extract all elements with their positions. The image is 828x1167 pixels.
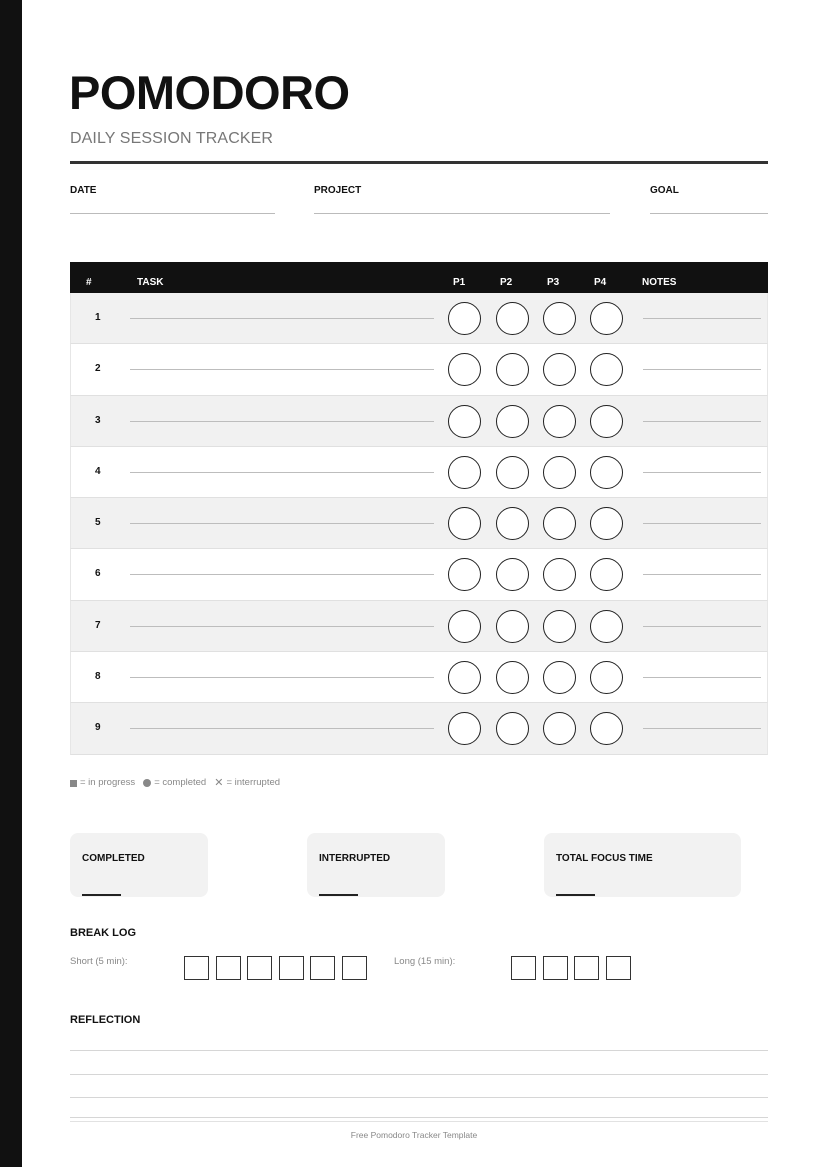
pomodoro-3-circle[interactable] <box>543 302 576 335</box>
pomodoro-2-circle[interactable] <box>496 712 529 745</box>
legend-in-progress <box>70 777 135 789</box>
reflection-line[interactable] <box>70 1074 768 1075</box>
pomodoro-3-circle[interactable] <box>543 456 576 489</box>
notes-input-line[interactable] <box>643 523 761 524</box>
pomodoro-4-circle[interactable] <box>590 661 623 694</box>
filled-square-icon <box>70 780 77 787</box>
long-break-checkbox[interactable] <box>606 956 631 980</box>
short-break-checkbox[interactable] <box>184 956 209 980</box>
completed-value-line[interactable] <box>82 894 121 896</box>
pomodoro-4-circle[interactable] <box>590 353 623 386</box>
task-input-line[interactable] <box>130 728 434 729</box>
table-row <box>70 293 768 344</box>
col-header-p1: P1 <box>453 277 466 288</box>
pomodoro-4-circle[interactable] <box>590 302 623 335</box>
footer-text: Free Pomodoro Tracker Template <box>350 1130 478 1140</box>
task-input-line[interactable] <box>130 574 434 575</box>
task-input-line[interactable] <box>130 472 434 473</box>
pomodoro-1-circle[interactable] <box>448 558 481 591</box>
notes-input-line[interactable] <box>643 472 761 473</box>
pomodoro-2-circle[interactable] <box>496 456 529 489</box>
notes-input-line[interactable] <box>643 677 761 678</box>
pomodoro-3-circle[interactable] <box>543 661 576 694</box>
interrupted-summary[interactable] <box>307 833 445 897</box>
notes-input-line[interactable] <box>643 728 761 729</box>
pomodoro-3-circle[interactable] <box>543 712 576 745</box>
col-header-number: # <box>86 277 92 288</box>
row-number: 6 <box>95 568 101 580</box>
filled-circle-icon <box>143 779 151 787</box>
table-row <box>70 549 768 600</box>
pomodoro-2-circle[interactable] <box>496 353 529 386</box>
page-subtitle: DAILY SESSION TRACKER <box>70 130 274 147</box>
project-label: PROJECT <box>314 185 362 196</box>
task-input-line[interactable] <box>130 626 434 627</box>
date-field[interactable] <box>70 185 96 197</box>
table-header <box>70 262 768 293</box>
table-row <box>70 601 768 652</box>
reflection-line[interactable] <box>70 1097 768 1098</box>
pomodoro-1-circle[interactable] <box>448 712 481 745</box>
pomodoro-2-circle[interactable] <box>496 610 529 643</box>
col-header-p3: P3 <box>547 277 560 288</box>
short-break-checkbox[interactable] <box>247 956 272 980</box>
task-input-line[interactable] <box>130 677 434 678</box>
pomodoro-4-circle[interactable] <box>590 456 623 489</box>
task-input-line[interactable] <box>130 369 434 370</box>
interrupted-value-line[interactable] <box>319 894 358 896</box>
long-break-checkbox[interactable] <box>543 956 568 980</box>
reflection-line[interactable] <box>70 1050 768 1051</box>
reflection-title: REFLECTION <box>70 1014 141 1026</box>
completed-summary-label: COMPLETED <box>82 853 145 864</box>
pomodoro-1-circle[interactable] <box>448 661 481 694</box>
pomodoro-1-circle[interactable] <box>448 302 481 335</box>
notes-input-line[interactable] <box>643 369 761 370</box>
date-label: DATE <box>70 185 97 196</box>
row-number: 1 <box>95 312 101 323</box>
footer-divider <box>70 1121 768 1122</box>
pomodoro-3-circle[interactable] <box>543 353 576 386</box>
table-row <box>70 498 768 549</box>
pomodoro-2-circle[interactable] <box>496 405 529 438</box>
legend-completed-text: = completed <box>154 777 207 788</box>
task-table <box>70 262 768 755</box>
col-header-p2: P2 <box>500 277 513 288</box>
notes-input-line[interactable] <box>643 626 761 627</box>
col-header-notes: NOTES <box>642 277 677 288</box>
completed-summary[interactable] <box>70 833 208 897</box>
short-break-checkbox[interactable] <box>216 956 241 980</box>
table-row <box>70 652 768 703</box>
short-break-checkbox[interactable] <box>310 956 335 980</box>
notes-input-line[interactable] <box>643 318 761 319</box>
table-body <box>70 293 768 755</box>
total-focus-time-summary[interactable] <box>544 833 741 897</box>
pomodoro-1-circle[interactable] <box>448 353 481 386</box>
legend-interrupted <box>214 777 280 789</box>
pomodoro-3-circle[interactable] <box>543 558 576 591</box>
row-number: 2 <box>95 363 101 375</box>
project-field[interactable] <box>314 185 361 197</box>
date-input-line[interactable] <box>70 213 275 214</box>
reflection-line[interactable] <box>70 1117 768 1118</box>
col-header-task: TASK <box>137 277 164 288</box>
table-row <box>70 447 768 498</box>
task-input-line[interactable] <box>130 318 434 319</box>
pomodoro-4-circle[interactable] <box>590 610 623 643</box>
pomodoro-2-circle[interactable] <box>496 661 529 694</box>
page-title: POMODORO <box>69 66 350 119</box>
legend <box>70 777 288 789</box>
title-divider <box>70 161 768 164</box>
pomodoro-1-circle[interactable] <box>448 610 481 643</box>
task-input-line[interactable] <box>130 523 434 524</box>
pomodoro-4-circle[interactable] <box>590 405 623 438</box>
table-row <box>70 344 768 395</box>
row-number: 3 <box>95 414 101 426</box>
interrupted-summary-label: INTERRUPTED <box>319 853 391 864</box>
goal-input-line[interactable] <box>650 213 768 214</box>
short-break-label: Short (5 min): <box>70 956 128 967</box>
pomodoro-4-circle[interactable] <box>590 507 623 540</box>
short-break-checkbox[interactable] <box>342 956 367 980</box>
goal-field[interactable] <box>650 185 679 197</box>
total-focus-time-label: TOTAL FOCUS TIME <box>556 853 653 864</box>
pomodoro-1-circle[interactable] <box>448 507 481 540</box>
notes-input-line[interactable] <box>643 574 761 575</box>
left-edge-bar <box>0 0 22 1167</box>
legend-interrupted-text: = interrupted <box>226 777 281 788</box>
row-number: 8 <box>95 671 101 683</box>
short-break-checkbox[interactable] <box>279 956 304 980</box>
pomodoro-3-circle[interactable] <box>543 507 576 540</box>
row-number: 7 <box>95 619 101 631</box>
table-row <box>70 396 768 447</box>
col-header-p4: P4 <box>594 277 607 288</box>
row-number: 5 <box>95 517 101 529</box>
pomodoro-1-circle[interactable] <box>448 405 481 438</box>
break-log-title: BREAK LOG <box>70 927 136 939</box>
pomodoro-2-circle[interactable] <box>496 558 529 591</box>
pomodoro-1-circle[interactable] <box>448 456 481 489</box>
task-input-line[interactable] <box>130 421 434 422</box>
pomodoro-2-circle[interactable] <box>496 302 529 335</box>
long-break-checkbox[interactable] <box>511 956 536 980</box>
pomodoro-4-circle[interactable] <box>590 712 623 745</box>
x-mark-icon: ✕ <box>214 777 224 789</box>
pomodoro-3-circle[interactable] <box>543 610 576 643</box>
project-input-line[interactable] <box>314 213 610 214</box>
pomodoro-4-circle[interactable] <box>590 558 623 591</box>
notes-input-line[interactable] <box>643 421 761 422</box>
row-number: 9 <box>95 722 101 734</box>
legend-completed <box>143 777 206 789</box>
long-break-checkbox[interactable] <box>574 956 599 980</box>
table-row <box>70 703 768 754</box>
legend-in-progress-text: = in progress <box>80 777 136 788</box>
pomodoro-3-circle[interactable] <box>543 405 576 438</box>
long-break-label: Long (15 min): <box>394 956 456 967</box>
total-focus-time-value-line[interactable] <box>556 894 595 896</box>
row-number: 4 <box>95 465 101 477</box>
pomodoro-2-circle[interactable] <box>496 507 529 540</box>
goal-label: GOAL <box>650 185 679 196</box>
